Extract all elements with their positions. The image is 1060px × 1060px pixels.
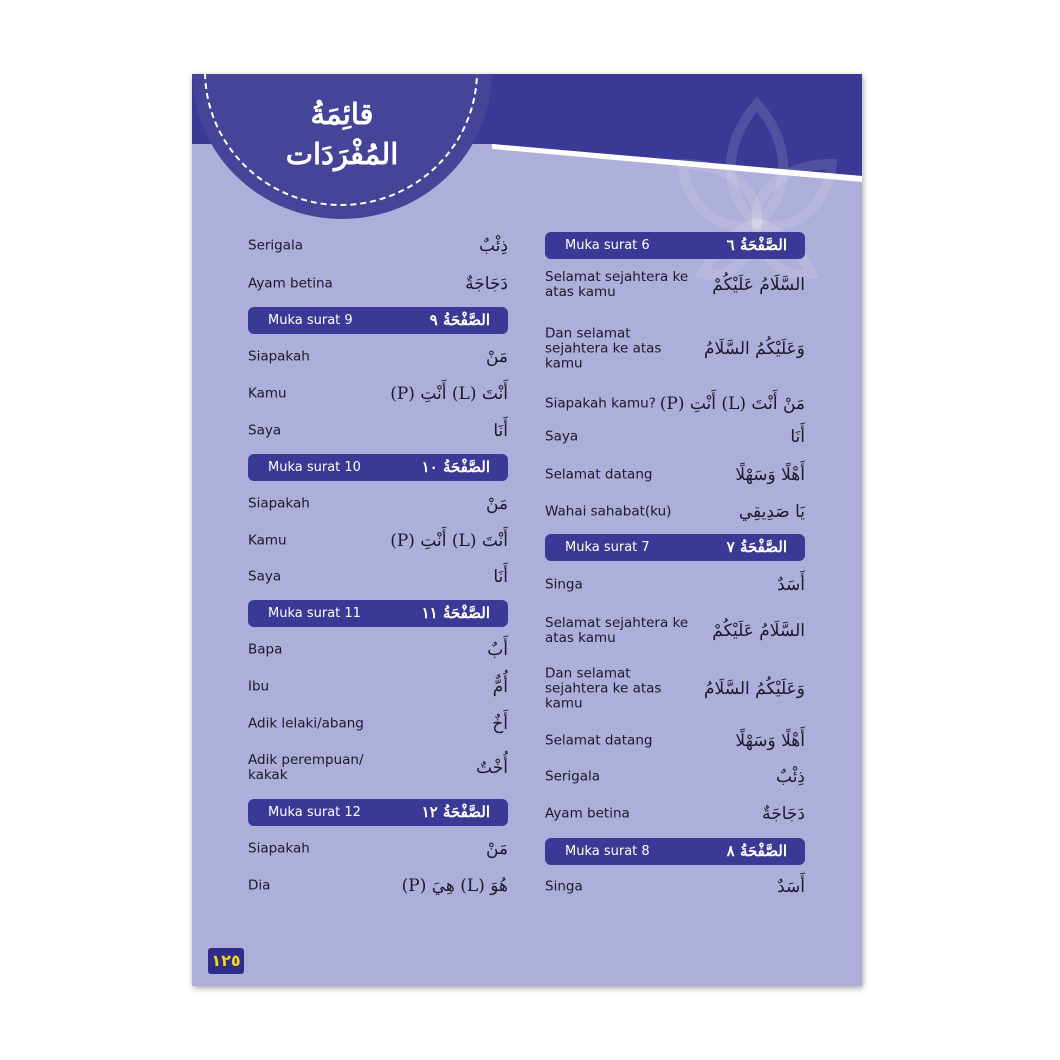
malay-term: Wahai sahabat(ku): [545, 503, 672, 520]
vocab-row: [545, 665, 805, 712]
section-header-label: Muka surat 7: [565, 540, 650, 555]
vocab-row: [545, 270, 805, 300]
malay-term: Siapakah kamu?: [545, 395, 656, 412]
arabic-term: وَعَلَيْكُمُ السَّلَامُ: [704, 679, 805, 699]
vocab-row: [248, 342, 508, 372]
section-header-label: Muka surat 8: [565, 844, 650, 859]
malay-term: Ayam betina: [545, 805, 630, 822]
vocab-row: [248, 635, 508, 665]
malay-term: Ibu: [248, 678, 270, 695]
malay-term: Singa: [545, 576, 583, 593]
arabic-term: أَسَدٌ: [777, 877, 805, 897]
arabic-term: السَّلَامُ عَلَيْكُمْ: [712, 275, 805, 295]
malay-term: Adik perempuan/ kakak: [248, 752, 364, 783]
section-header-label: Muka surat 12: [268, 805, 361, 820]
arabic-term: هُوَ (L) هِيَ (P): [401, 876, 508, 896]
section-header: [545, 534, 805, 561]
vocab-row: [545, 872, 805, 902]
malay-term: Siapakah: [248, 348, 310, 365]
section-header-arabic: الصَّفْحَةُ ١١: [421, 604, 490, 622]
section-header: [545, 232, 805, 259]
arabic-term: أَنْتَ (L) أَنْتِ (P): [390, 531, 508, 551]
section-header-label: Muka surat 10: [268, 460, 361, 475]
arabic-term: دَجَاجَةٌ: [762, 804, 805, 824]
arabic-term: أَنَا: [493, 421, 508, 441]
section-header: [248, 600, 508, 627]
arabic-term: أُخْتٌ: [476, 758, 508, 778]
arabic-term: أَهْلًا وَسَهْلًا: [735, 465, 805, 485]
malay-term: Kamu: [248, 532, 287, 549]
malay-term: Serigala: [248, 237, 304, 254]
arabic-term: أُمٌّ: [492, 677, 508, 697]
vocab-row: [248, 672, 508, 702]
vocab-row: [248, 231, 508, 261]
section-header-arabic: الصَّفْحَةُ ١٠: [421, 458, 490, 476]
malay-term: Saya: [545, 428, 579, 445]
title-line-1: قائِمَةُ: [310, 97, 374, 131]
vocab-row: [248, 753, 508, 783]
section-header-arabic: الصَّفْحَةُ ٦: [726, 236, 787, 254]
vocab-row: [545, 497, 805, 527]
vocabulary-page: [192, 74, 862, 986]
vocab-row: [248, 562, 508, 592]
malay-term: Selamat datang: [545, 732, 653, 749]
vocab-row: [545, 325, 805, 372]
section-header-label: Muka surat 9: [268, 313, 353, 328]
malay-term: Selamat datang: [545, 466, 653, 483]
arabic-term: أَسَدٌ: [777, 575, 805, 595]
section-header-arabic: الصَّفْحَةُ ٧: [726, 538, 787, 556]
arabic-term: أَنْتَ (L) أَنْتِ (P): [390, 384, 508, 404]
vocab-row: [248, 416, 508, 446]
malay-term: Dan selamat sejahtera ke atas kamu: [545, 665, 662, 712]
section-header-label: Muka surat 6: [565, 238, 650, 253]
malay-term: Ayam betina: [248, 275, 333, 292]
arabic-term: دَجَاجَةٌ: [465, 274, 508, 294]
vocab-row: [545, 762, 805, 792]
arabic-term: أَنَا: [790, 427, 805, 447]
malay-term: Kamu: [248, 385, 287, 402]
vocab-row: [545, 460, 805, 490]
malay-term: Bapa: [248, 641, 283, 658]
arabic-term: يَا صَدِيقِي: [738, 502, 805, 522]
section-header: [545, 838, 805, 865]
vocab-row: [248, 489, 508, 519]
vocab-row: [545, 422, 805, 452]
vocab-row: [545, 570, 805, 600]
arabic-term: السَّلَامُ عَلَيْكُمْ: [712, 621, 805, 641]
section-header-arabic: الصَّفْحَةُ ١٢: [421, 803, 490, 821]
title-line-2: المُفْرَدَات: [285, 137, 399, 171]
vocab-row: [248, 269, 508, 299]
section-header: [248, 454, 508, 481]
vocab-row: [248, 379, 508, 409]
vocab-row: [248, 526, 508, 556]
malay-term: Siapakah: [248, 840, 310, 857]
arabic-term: مَنْ: [485, 347, 508, 367]
vocab-row: [545, 389, 805, 419]
section-header: [248, 307, 508, 334]
arabic-term: أَخٌ: [492, 714, 508, 734]
section-header: [248, 799, 508, 826]
arabic-term: وَعَلَيْكُمُ السَّلَامُ: [704, 339, 805, 359]
arabic-term: أَهْلًا وَسَهْلًا: [735, 731, 805, 751]
arabic-term: ذِئْبٌ: [479, 236, 508, 256]
vocab-row: [248, 834, 508, 864]
malay-term: Siapakah: [248, 495, 310, 512]
malay-term: Selamat sejahtera ke atas kamu: [545, 615, 689, 646]
vocab-row: [248, 871, 508, 901]
page-number: ١٢٥: [208, 948, 244, 974]
vocab-row: [545, 799, 805, 829]
section-header-arabic: الصَّفْحَةُ ٩: [429, 311, 490, 329]
arabic-term: أَنَا: [493, 567, 508, 587]
malay-term: Adik lelaki/abang: [248, 715, 364, 732]
page-title: [252, 94, 432, 174]
vocab-row: [545, 616, 805, 646]
malay-term: Dan selamat sejahtera ke atas kamu: [545, 325, 662, 372]
arabic-term: أَبٌ: [487, 640, 508, 660]
arabic-term: مَنْ أَنْتَ (L) أَنْتِ (P): [659, 394, 805, 414]
section-header-label: Muka surat 11: [268, 606, 361, 621]
section-header-arabic: الصَّفْحَةُ ٨: [726, 842, 787, 860]
arabic-term: مَنْ: [485, 839, 508, 859]
vocab-row: [545, 726, 805, 756]
vocab-row: [248, 709, 508, 739]
malay-term: Saya: [248, 568, 282, 585]
arabic-term: ذِئْبٌ: [776, 767, 805, 787]
malay-term: Serigala: [545, 768, 601, 785]
malay-term: Saya: [248, 422, 282, 439]
malay-term: Dia: [248, 877, 271, 894]
arabic-term: مَنْ: [485, 494, 508, 514]
malay-term: Singa: [545, 878, 583, 895]
malay-term: Selamat sejahtera ke atas kamu: [545, 269, 689, 300]
